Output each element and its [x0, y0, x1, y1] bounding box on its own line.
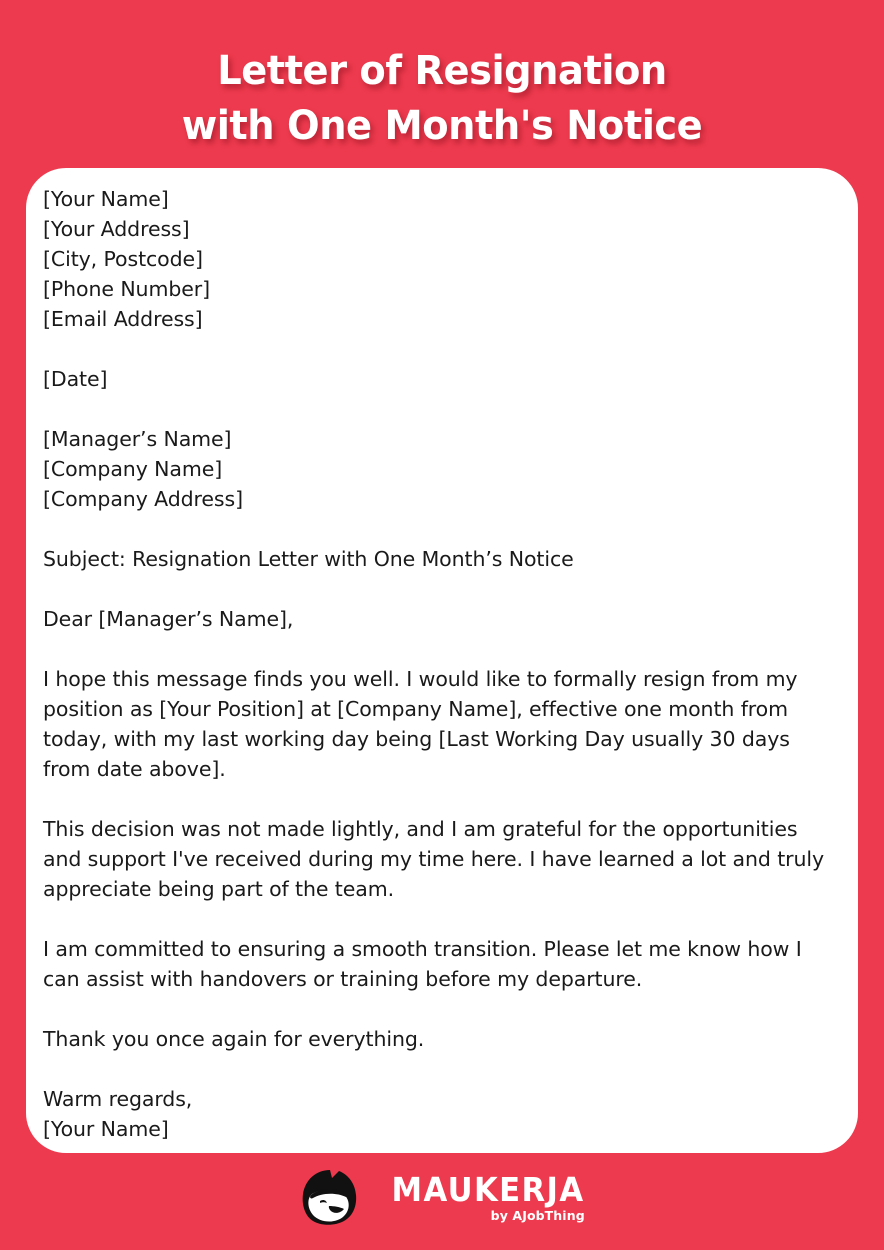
sender-city-postcode: [City, Postcode]	[43, 247, 203, 271]
spacer	[43, 574, 834, 604]
footer-logo	[0, 1168, 884, 1228]
sender-email: [Email Address]	[43, 307, 203, 331]
letter-salutation: Dear [Manager’s Name],	[43, 607, 294, 631]
recipient-company-address: [Company Address]	[43, 487, 243, 511]
letter-subject: Subject: Resignation Letter with One Month’s Notice	[43, 547, 574, 571]
letter-paragraph-4: Thank you once again for everything.	[43, 1027, 425, 1051]
letter-signature: [Your Name]	[43, 1117, 169, 1141]
page-title-line-2: with One Month's Notice	[181, 103, 703, 149]
letter-body	[43, 184, 834, 1144]
letter-paragraph-3: I am committed to ensuring a smooth transition. Please let me know how I can assist with handovers or training before my departure.	[43, 937, 802, 991]
page-header	[0, 0, 884, 154]
page-title-line-1: Letter of Resignation	[217, 48, 667, 94]
letter-closing: Warm regards,	[43, 1087, 193, 1111]
spacer	[43, 514, 834, 544]
spacer	[43, 394, 834, 424]
letter-date: [Date]	[43, 367, 108, 391]
letter-paragraph-2: This decision was not made lightly, and I am grateful for the opportunities and support I've received during my time here. I have learned a lot and truly appreciate being part of the team.	[43, 817, 825, 901]
recipient-company-name: [Company Name]	[43, 457, 223, 481]
brand-byline: by AJobThing	[490, 1207, 585, 1223]
sender-phone: [Phone Number]	[43, 277, 210, 301]
brand-wordmark: MAUKERJA	[391, 1169, 585, 1209]
spacer	[43, 334, 834, 364]
sender-name: [Your Name]	[43, 187, 169, 211]
spacer	[43, 784, 834, 814]
spacer	[43, 634, 834, 664]
recipient-manager-name: [Manager’s Name]	[43, 427, 232, 451]
letter-paragraph-1: I hope this message finds you well. I would like to formally resign from my position as [Your Position] at [Company Name], effective one month from today, with my last working day being [Last Working Day usually 30 days from date above].	[43, 667, 798, 781]
brand-block	[377, 1169, 585, 1224]
spacer	[43, 1054, 834, 1084]
letter-card	[26, 168, 858, 1153]
spacer	[43, 904, 834, 934]
sender-address: [Your Address]	[43, 217, 190, 241]
maukerja-mascot-icon	[299, 1168, 363, 1228]
spacer	[43, 994, 834, 1024]
